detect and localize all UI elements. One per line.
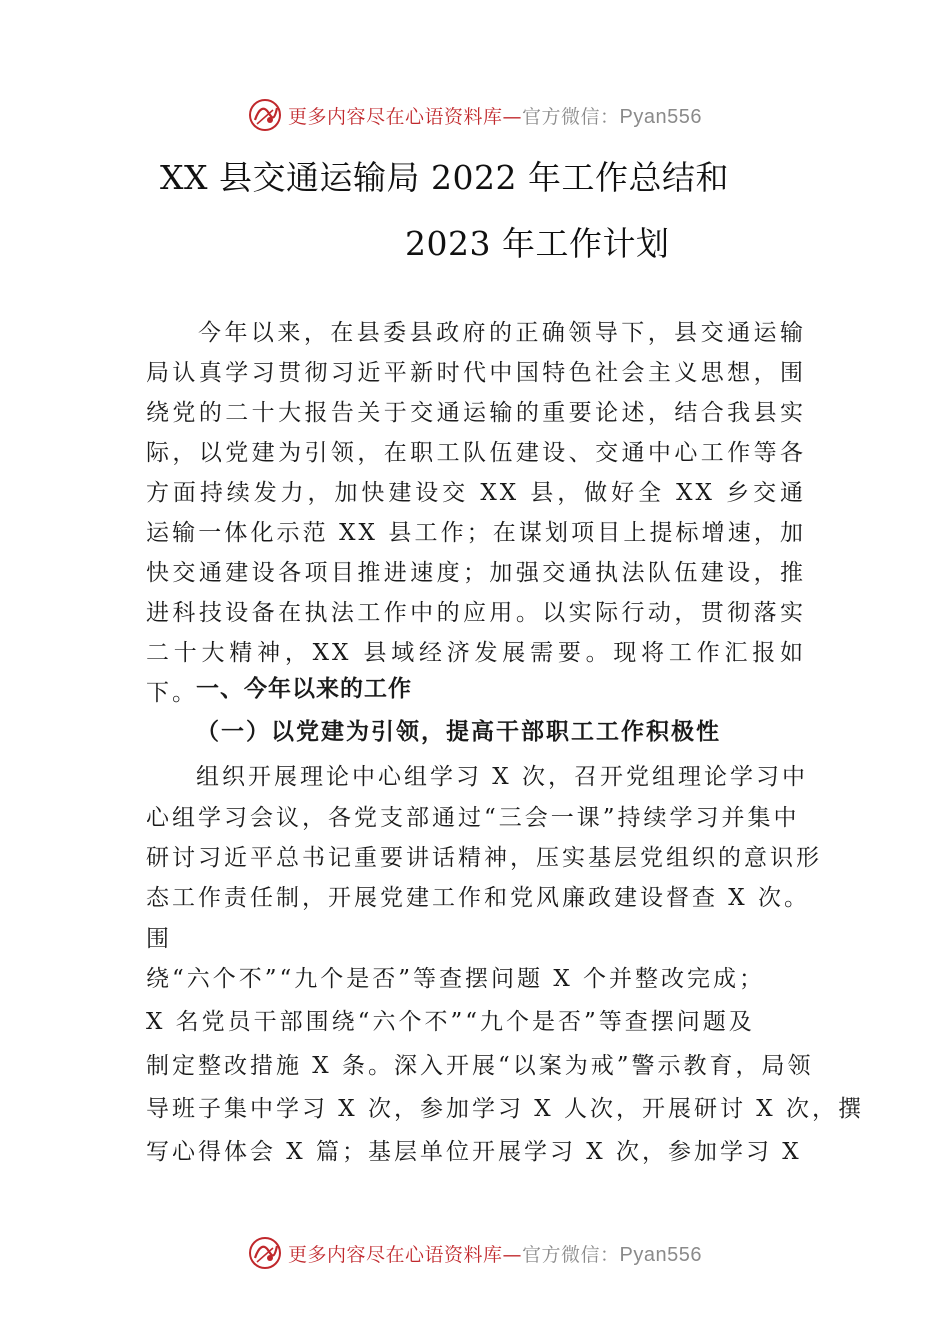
- intro-paragraph: 今年以来，在县委县政府的正确领导下，县交通运输局认真学习贯彻习近平新时代中国特色社会主义思想，围绕党的二十大报告关于交通运输的重要论述，结合我县实际，以党建为引领，在职工队伍建设、交通中心工作等各方面持续发力，加快建设交 XX 县，做好全 XX 乡交通运输一体化示范 XX 县工作；在谋划项目上提标增速，加快交通建设各项目推进速度；加强交通执法队伍建设，推进科技设备在执法工作中的应用。以实际行动，贯彻落实二十大精神，XX 县域经济发展需要。现将工作汇报如下。: [146, 320, 806, 706]
- body-line: 组织开展理论中心组学习 X 次，召开党组理论学习中: [196, 764, 808, 790]
- subsection-heading: （一）以党建为引领，提高干部职工工作积极性: [196, 718, 721, 745]
- document-title-line1: XX 县交通运输局 2022 年工作总结和: [160, 158, 729, 197]
- watermark-banner-top: [0, 93, 950, 137]
- body-line: 绕“六个不”“九个是否”等查摆问题 X 个并整改完成；: [146, 966, 766, 992]
- body-line: 制定整改措施 X 条。深入开展“以案为戒”警示教育，局领: [146, 1053, 814, 1079]
- signature-logo-icon: [248, 1236, 282, 1270]
- body-line: 研讨习近平总书记重要讲话精神，压实基层党组织的意识形: [146, 845, 822, 871]
- watermark-banner-bottom: [0, 1231, 950, 1275]
- watermark-text: 更多内容尽在心语资料库—官方微信：Pyan556: [288, 1243, 702, 1266]
- signature-logo-icon: [248, 98, 282, 132]
- document-title-line2: 2023 年工作计划: [405, 224, 670, 263]
- section-heading: 一、今年以来的工作: [196, 676, 412, 702]
- body-line: X 名党员干部围绕“六个不”“九个是否”等查摆问题及: [146, 1009, 755, 1035]
- body-line: 态工作责任制，开展党建工作和党风廉政建设督查 X 次。: [146, 885, 810, 911]
- body-line: 写心得体会 X 篇；基层单位开展学习 X 次，参加学习 X: [146, 1139, 802, 1165]
- body-line: 心组学习会议，各党支部通过“三会一课”持续学习并集中: [146, 805, 800, 831]
- body-line: 导班子集中学习 X 次，参加学习 X 人次，开展研讨 X 次，撰: [146, 1096, 864, 1122]
- body-line: 围: [146, 926, 172, 952]
- watermark-text: 更多内容尽在心语资料库—官方微信：Pyan556: [288, 105, 702, 128]
